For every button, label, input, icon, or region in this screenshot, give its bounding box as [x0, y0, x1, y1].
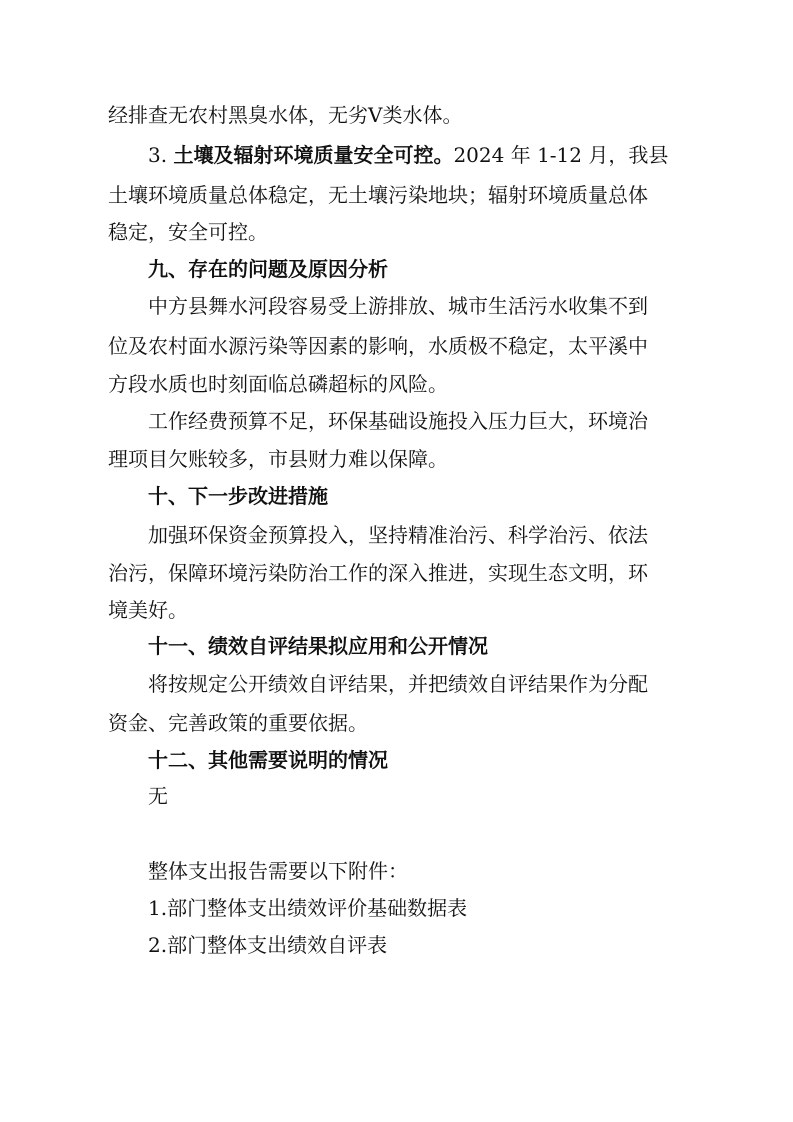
para-line: 位及农村面水源污染等因素的影响，水质极不稳定，太平溪中	[108, 334, 648, 358]
para-line: 方段水质也时刻面临总磷超标的风险。	[108, 372, 448, 396]
item-text: 2024 年 1-12 月，我县	[453, 143, 669, 167]
para-line: 治污，保障环境污染防治工作的深入推进，实现生态文明，环	[108, 561, 648, 585]
para-line: 加强环保资金预算投入，坚持精准治污、科学治污、依法	[148, 523, 648, 547]
para-line: 土壤环境质量总体稳定，无土壤污染地块；辐射环境质量总体	[108, 183, 648, 207]
attachment-item-1: 1.部门整体支出绩效评价基础数据表	[148, 896, 468, 920]
item-number: 3.	[148, 143, 168, 167]
item-bold-title: 土壤及辐射环境质量安全可控。	[173, 143, 454, 167]
para-line: 稳定，安全可控。	[108, 220, 268, 244]
attachment-intro: 整体支出报告需要以下附件：	[148, 859, 408, 883]
section-heading-12: 十二、其他需要说明的情况	[148, 748, 388, 772]
para-line: 理项目欠账较多，市县财力难以保障。	[108, 447, 448, 471]
para-line: 资金、完善政策的重要依据。	[108, 711, 368, 735]
section-heading-10: 十、下一步改进措施	[148, 484, 328, 508]
para-line: 工作经费预算不足，环保基础设施投入压力巨大，环境治	[148, 409, 648, 433]
para-line: 将按规定公开绩效自评结果，并把绩效自评结果作为分配	[148, 672, 648, 696]
para-line: 无	[148, 784, 168, 808]
para-line: 境美好。	[108, 598, 188, 622]
section-heading-9: 九、存在的问题及原因分析	[148, 257, 388, 281]
attachment-item-2: 2.部门整体支出绩效自评表	[148, 933, 388, 957]
item-3-line	[148, 137, 708, 173]
section-heading-11: 十一、绩效自评结果拟应用和公开情况	[148, 634, 488, 658]
para-line: 经排查无农村黑臭水体，无劣Ⅴ类水体。	[108, 103, 463, 127]
para-line: 中方县舞水河段容易受上游排放、城市生活污水收集不到	[148, 294, 648, 318]
